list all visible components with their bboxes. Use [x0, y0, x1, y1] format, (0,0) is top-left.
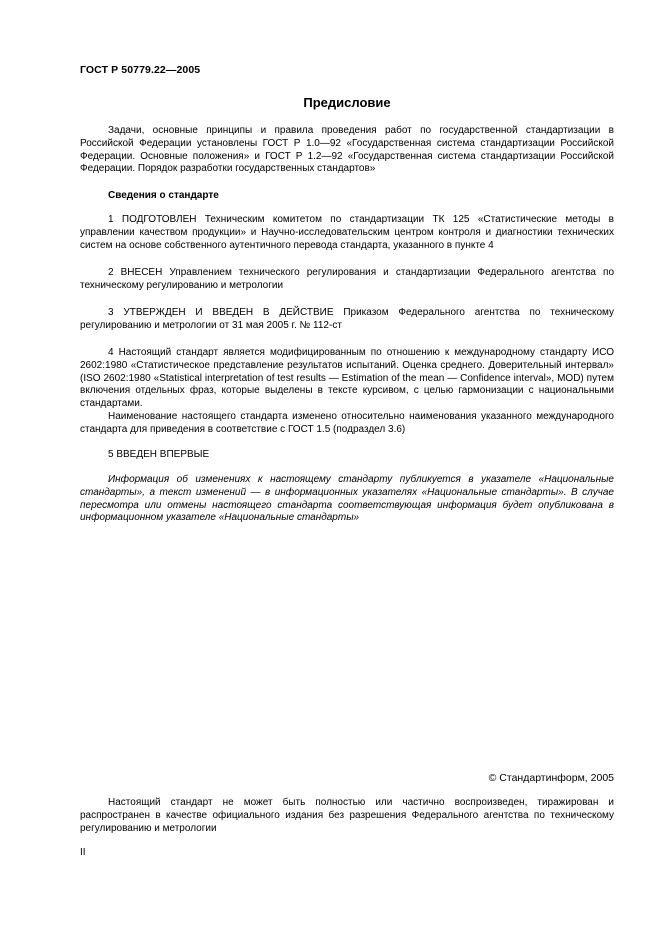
item-modified: 4 Настоящий стандарт является модифицированным по отношению к международному стандарту ИСО 2602:1980 «Статистическое представление результатов испытаний. Оценка среднего. Доверительный интервал» (ISO 2602:1980 «Statistical interpretation of test results — Estimation of the mean — Confidence interval», MOD) путем включения отдельных фраз, которые выделены в тексте курсивом, с целью гармонизации с национальными стандартами.: [80, 347, 614, 410]
changes-notice: Информация об изменениях к настоящему стандарту публикуется в указателе «Национальные стандарты», а текст изменений — в информационных указателях «Национальные стандарты». В случае пересмотра или отмены настоящего стандарта соответствующая информация будет опубликована в информационном указателе «Национальные стандарты»: [80, 474, 614, 524]
info-heading: Сведения о стандарте: [108, 190, 219, 201]
item-first-introduced: 5 ВВЕДЕН ВПЕРВЫЕ: [108, 449, 210, 460]
page-title: Предисловие: [303, 95, 391, 110]
reproduction-notice: Настоящий стандарт не может быть полностью или частично воспроизведен, тиражирован и распространен в качестве официального издания без разрешения Федерального агентства по техническому регулированию и метрологии: [80, 797, 614, 834]
page-number: II: [80, 847, 86, 858]
intro-paragraph: Задачи, основные принципы и правила проведения работ по государственной стандартизации в Российской Федерации установлены ГОСТ Р 1.0—92 «Государственная система стандартизации Российской Федерации. Основные положения» и ГОСТ Р 1.2—92 «Государственная система стандартизации Российской Федерации. Порядок разработки государственных стандартов»: [80, 125, 614, 175]
item-introduced: 2 ВНЕСЕН Управлением технического регулирования и стандартизации Федерального агентства по техническому регулированию и метрологии: [80, 267, 614, 291]
copyright: © Стандартинформ, 2005: [488, 772, 614, 784]
item-approved: 3 УТВЕРЖДЕН И ВВЕДЕН В ДЕЙСТВИЕ Приказом Федерального агентства по техническому регулированию и метрологии от 31 мая 2005 г. № 112-ст: [80, 307, 614, 331]
item-modified-note: Наименование настоящего стандарта изменено относительно наименования указанного международного стандарта для приведения в соответствие с ГОСТ 1.5 (подраздел 3.6): [80, 411, 614, 435]
standard-code: ГОСТ Р 50779.22—2005: [80, 64, 201, 76]
item-prepared: 1 ПОДГОТОВЛЕН Техническим комитетом по стандартизации ТК 125 «Статистические методы в управлении качеством продукции» и Научно-исследовательским центром контроля и диагностики технических систем на основе собственного аутентичного перевода стандарта, указанного в пункте 4: [80, 214, 614, 251]
